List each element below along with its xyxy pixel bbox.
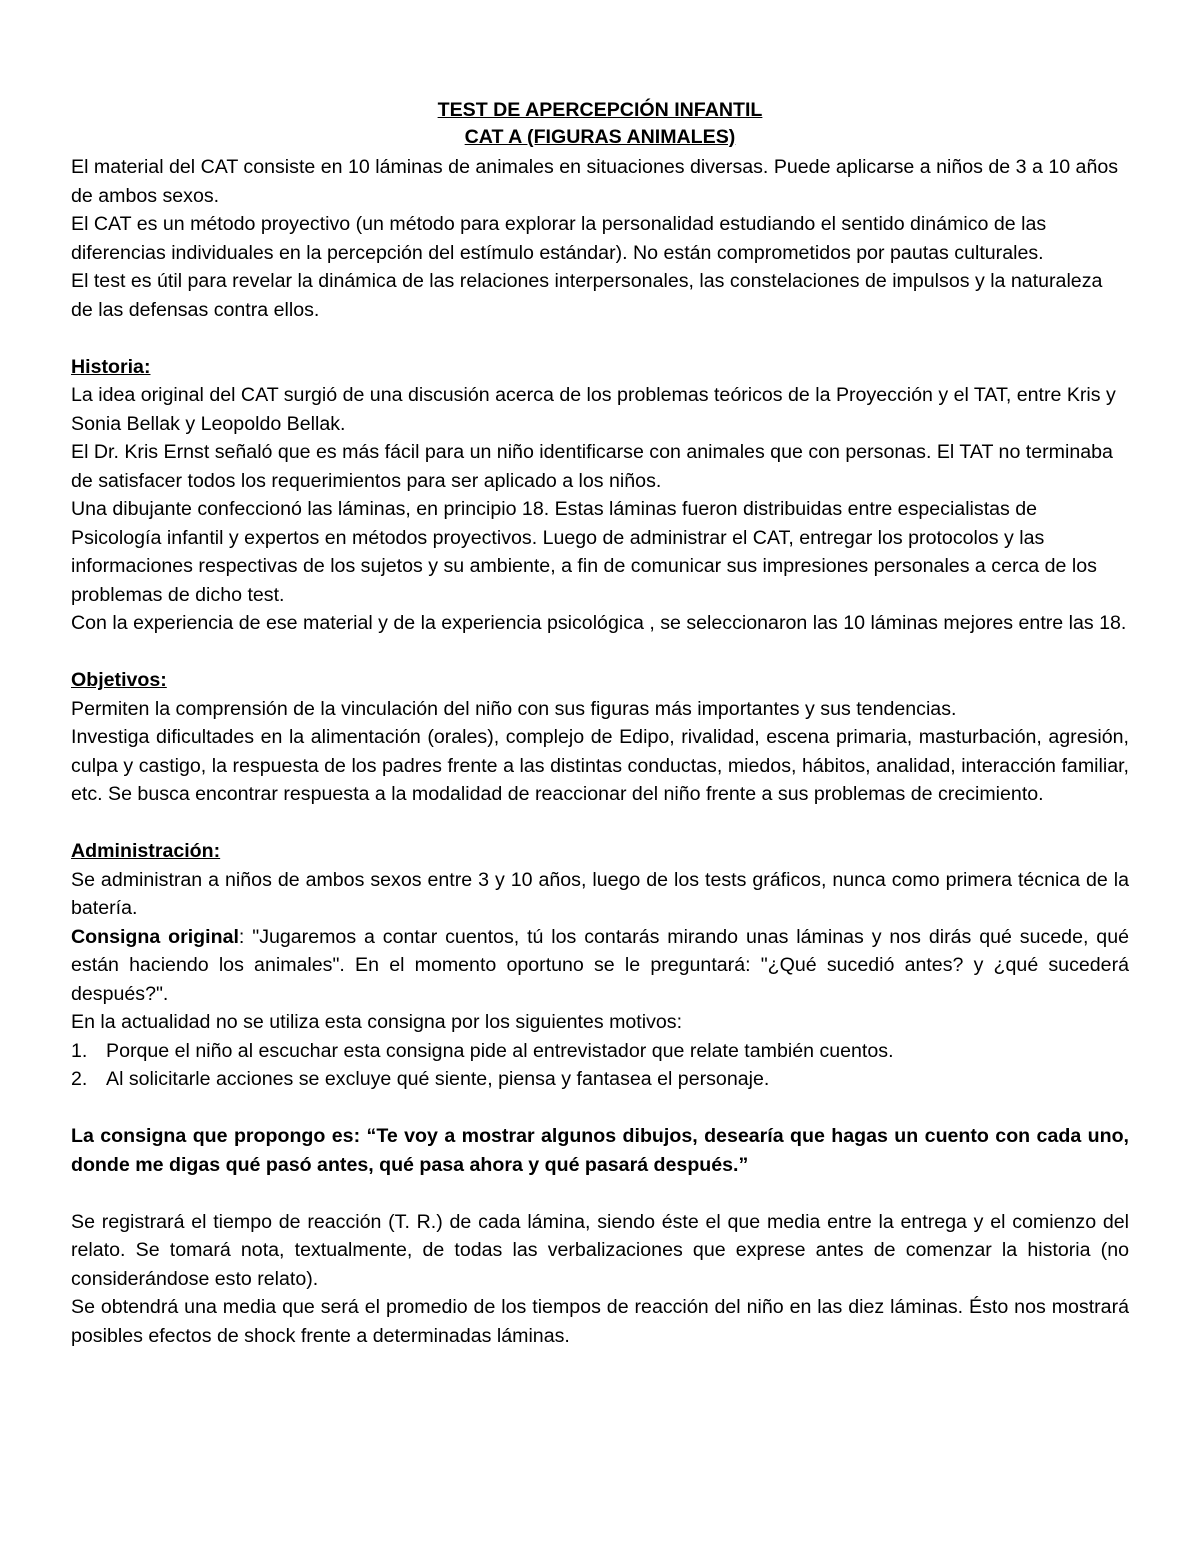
objetivos-paragraph-2: Investiga dificultades en la alimentación (orales), complejo de Edipo, rivalidad, escena primaria, masturbación, agresión, culpa y castigo, la respuesta de los padres frente a las distintas conductas, miedos, hábitos, analidad, interacción familiar, etc. Se busca encontrar respuesta a la modalidad de reaccionar del niño frente a sus problemas de crecimiento.	[71, 726, 1129, 805]
proposal-paragraph: La consigna que propongo es: “Te voy a mostrar algunos dibujos, desearía que hagas un cuento con cada uno, donde me digas qué pasó antes, qué pasa ahora y qué pasará después.”	[71, 1125, 1129, 1176]
spacer	[71, 809, 1129, 838]
consigna-original-label: Consigna original	[71, 925, 239, 948]
historia-paragraph-3: Una dibujante confeccionó las láminas, en principio 18. Estas láminas fueron distribuidas entre especialistas de Psicología infantil y expertos en métodos proyectivos. Luego de administrar el CAT, entregar los protocolos y las informaciones respectivas de los sujetos y su ambiente, a fin de comunicar sus impresiones personales a cerca de los problemas de dicho test.	[71, 498, 1097, 606]
list-item-number: 2.	[71, 1068, 88, 1090]
objetivos-paragraph-1: Permiten la comprensión de la vinculación del niño con sus figuras más importantes y sus tendencias.	[71, 697, 957, 720]
spacer	[71, 1094, 1129, 1123]
list-item-text: Porque el niño al escuchar esta consigna pide al entrevistador que relate también cuentos.	[106, 1039, 894, 1062]
closing-paragraph-2: Se obtendrá una media que será el promedio de los tiempos de reacción del niño en las diez láminas. Ésto nos mostrará posibles efectos de shock frente a determinadas láminas.	[71, 1296, 1129, 1347]
spacer	[71, 1179, 1129, 1208]
administracion-heading: Administración:	[71, 840, 221, 862]
list-item-text: Al solicitarle acciones se excluye qué siente, piensa y fantasea el personaje.	[106, 1068, 770, 1090]
document-title	[71, 97, 1129, 151]
intro-paragraph-2: El CAT es un método proyectivo (un método para explorar la personalidad estudiando el sentido dinámico de las diferencias individuales en la percepción del estímulo estándar). No están comprometidos por pautas culturales.	[71, 213, 1047, 264]
intro-paragraph-1: El material del CAT consiste en 10 láminas de animales en situaciones diversas. Puede aplicarse a niños de 3 a 10 años de ambos sexos.	[71, 156, 1119, 207]
spacer	[71, 638, 1129, 667]
title-line-2: CAT A (FIGURAS ANIMALES)	[464, 126, 736, 148]
historia-paragraph-2: El Dr. Kris Ernst señaló que es más fácil para un niño identificarse con animales que con personas. El TAT no terminaba de satisfacer todos los requerimientos para ser aplicado a los niños.	[71, 441, 1113, 492]
intro-paragraph-3: El test es útil para revelar la dinámica de las relaciones interpersonales, las constelaciones de impulsos y la naturaleza de las defensas contra ellos.	[71, 270, 1103, 321]
administracion-paragraph-2: En la actualidad no se utiliza esta consigna por los siguientes motivos:	[71, 1011, 683, 1033]
title-line-1: TEST DE APERCEPCIÓN INFANTIL	[437, 99, 763, 121]
spacer	[71, 324, 1129, 353]
historia-heading: Historia:	[71, 355, 151, 378]
consigna-original-text: : "Jugaremos a contar cuentos, tú los contarás mirando unas láminas y nos dirás qué sucede, qué están haciendo los animales". En el momento oportuno se le preguntará: "¿Qué sucedió antes? y ¿qué sucederá después?".	[71, 925, 1129, 1005]
list-item	[71, 1037, 1129, 1066]
historia-paragraph-1: La idea original del CAT surgió de una discusión acerca de los problemas teóricos de la Proyección y el TAT, entre Kris y Sonia Bellak y Leopoldo Bellak.	[71, 384, 1116, 435]
administracion-paragraph-1: Se administran a niños de ambos sexos entre 3 y 10 años, luego de los tests gráficos, nunca como primera técnica de la batería.	[71, 868, 1129, 919]
list-item	[71, 1065, 1129, 1094]
closing-paragraph-1: Se registrará el tiempo de reacción (T. R.) de cada lámina, siendo éste el que media entre la entrega y el comienzo del relato. Se tomará nota, textualmente, de todas las verbalizaciones que exprese antes de comenzar la historia (no considerándose esto relato).	[71, 1210, 1129, 1290]
objetivos-heading: Objetivos:	[71, 669, 167, 691]
historia-paragraph-4: Con la experiencia de ese material y de la experiencia psicológica , se seleccionaron las 10 láminas mejores entre las 18.	[71, 612, 1127, 634]
list-item-number: 1.	[71, 1039, 88, 1062]
consigna-original-paragraph	[71, 923, 1129, 1009]
